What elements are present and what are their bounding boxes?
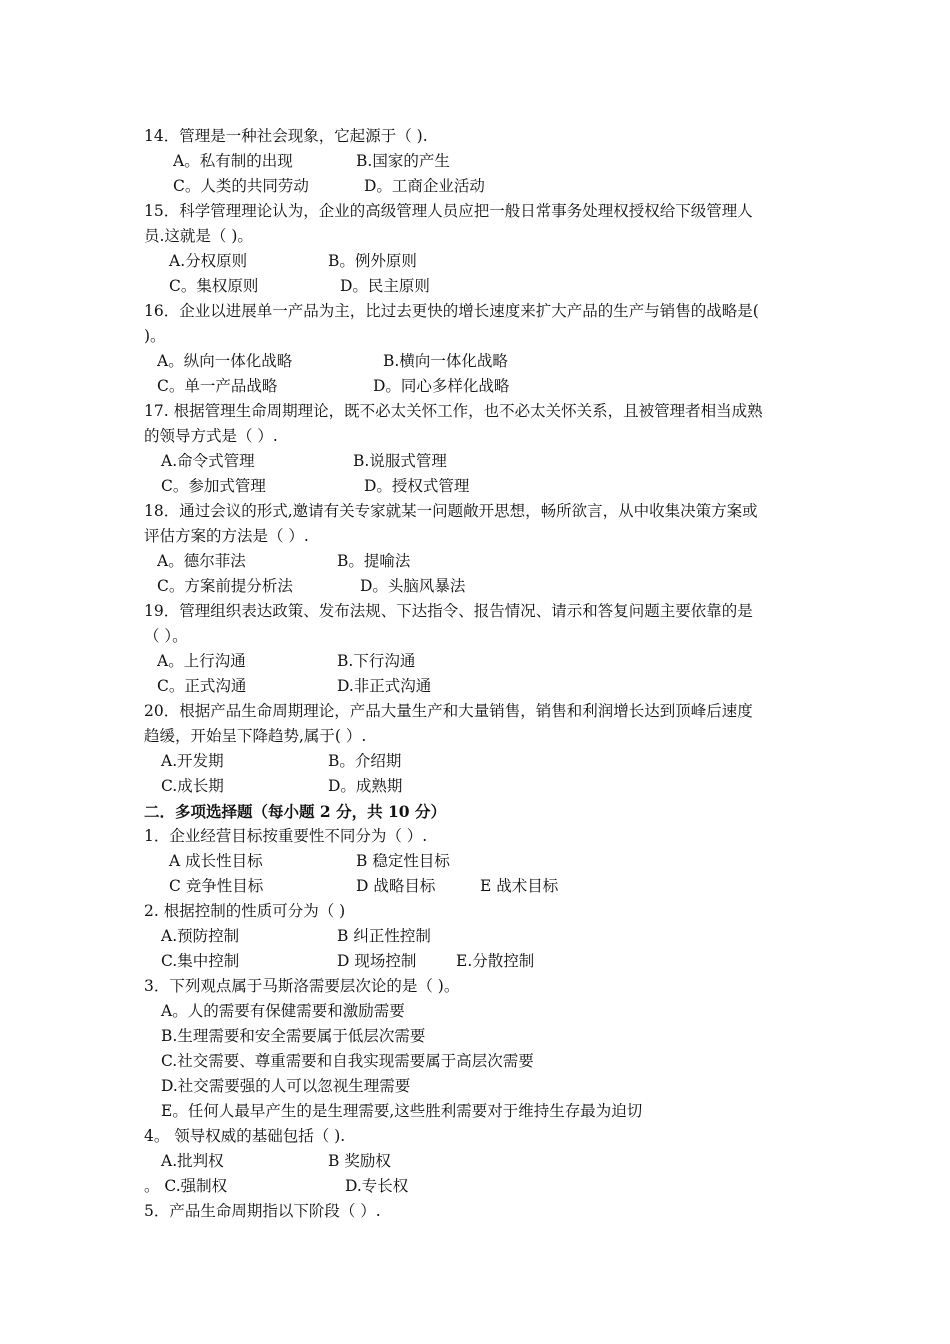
option-14c: C。人类的共同劳动 [173,177,309,195]
option-16a: A。纵向一体化战略 [157,352,293,370]
option-20c: C.成长期 [161,777,224,795]
option-14d: D。工商企业活动 [364,177,485,195]
option-19d: D.非正式沟通 [337,677,432,695]
mc-option-3e: E。任何人最早产生的是生理需要,这些胜利需要对于维持生存最为迫切 [161,1102,643,1120]
question-14: 14．管理是一种社会现象，它起源于（ ). [144,127,428,145]
option-19a: A。上行沟通 [157,652,246,670]
mc-option-4d: D.专长权 [345,1177,409,1195]
option-17a: A.命令式管理 [161,452,255,470]
mc-option-4a: A.批判权 [161,1152,224,1170]
mc-question-1: 1．企业经营目标按重要性不同分为（ ）. [144,827,428,845]
question-19: 19．管理组织表达政策、发布法规、下达指令、报告情况、请示和答复问题主要依靠的是 [144,602,753,620]
mc-option-1e: E 战术目标 [480,877,559,895]
question-20-cont: 趋缓，开始呈下降趋势,属于( ）. [144,727,367,745]
option-18b: B。提喻法 [337,552,411,570]
mc-option-3c: C.社交需要、尊重需要和自我实现需要属于高层次需要 [161,1052,534,1070]
option-19b: B.下行沟通 [337,652,416,670]
option-17c: C。参加式管理 [161,477,266,495]
option-18d: D。头脑风暴法 [360,577,466,595]
question-18-cont: 评估方案的方法是（ ）. [144,527,309,545]
question-19-cont: （ ）。 [144,627,188,645]
mc-option-1d: D 战略目标 [356,877,436,895]
mc-option-3b: B.生理需要和安全需要属于低层次需要 [161,1027,426,1045]
option-20a: A.开发期 [161,752,224,770]
mc-option-4b: B 奖励权 [328,1152,391,1170]
section-heading: 二．多项选择题（每小题 2 分，共 10 分） [144,802,446,821]
option-14a: A。私有制的出现 [173,152,293,170]
option-15b: B。例外原则 [328,252,417,270]
mc-option-1b: B 稳定性目标 [356,852,450,870]
option-16b: B.横向一体化战略 [383,352,508,370]
option-18a: A。德尔菲法 [157,552,246,570]
question-17: 17. 根据管理生命周期理论，既不必太关怀工作，也不必太关怀关系，且被管理者相当成熟 [144,402,763,420]
mc-option-2a: A.预防控制 [161,927,240,945]
option-14b: B.国家的产生 [356,152,450,170]
option-15a: A.分权原则 [169,252,248,270]
option-16d: D。同心多样化战略 [373,377,510,395]
mc-option-3a: A。人的需要有保健需要和激励需要 [161,1002,405,1020]
mc-option-2b: B 纠正性控制 [337,927,431,945]
mc-question-2: 2. 根据控制的性质可分为（ ) [144,902,346,920]
mc-option-2e: E.分散控制 [456,952,535,970]
mc-option-2d: D 现场控制 [337,952,417,970]
question-16: 16．企业以进展单一产品为主，比过去更快的增长速度来扩大产品的生产与销售的战略是( [144,302,759,320]
mc-option-1a: A 成长性目标 [169,852,263,870]
mc-question-5: 5．产品生命周期指以下阶段（ ）. [144,1202,381,1220]
option-20b: B。介绍期 [328,752,402,770]
mc-option-4c: 。 C.强制权 [144,1177,228,1195]
mc-option-2c: C.集中控制 [161,952,240,970]
option-15d: D。民主原则 [340,277,430,295]
question-15-cont: 员.这就是（ )。 [144,227,253,245]
option-16c: C。单一产品战略 [157,377,278,395]
question-16-cont: )。 [144,327,166,345]
mc-question-3: 3．下列观点属于马斯洛需要层次论的是（ )。 [144,977,460,995]
question-18: 18．通过会议的形式,邀请有关专家就某一问题敞开思想，畅所欲言，从中收集决策方案或 [144,502,758,520]
option-15c: C。集权原则 [169,277,259,295]
mc-question-4: 4。 领导权威的基础包括（ ). [144,1127,346,1145]
option-19c: C。正式沟通 [157,677,247,695]
mc-option-3d: D.社交需要强的人可以忽视生理需要 [161,1077,411,1095]
question-20: 20．根据产品生命周期理论，产品大量生产和大量销售，销售和利润增长达到顶峰后速度 [144,702,753,720]
option-18c: C。方案前提分析法 [157,577,293,595]
option-17b: B.说服式管理 [353,452,447,470]
question-15: 15．科学管理理论认为，企业的高级管理人员应把一般日常事务处理权授权给下级管理人 [144,202,753,220]
mc-option-1c: C 竞争性目标 [169,877,264,895]
question-17-cont: 的领导方式是（ ）. [144,427,278,445]
option-17d: D。授权式管理 [364,477,470,495]
option-20d: D。成熟期 [328,777,403,795]
